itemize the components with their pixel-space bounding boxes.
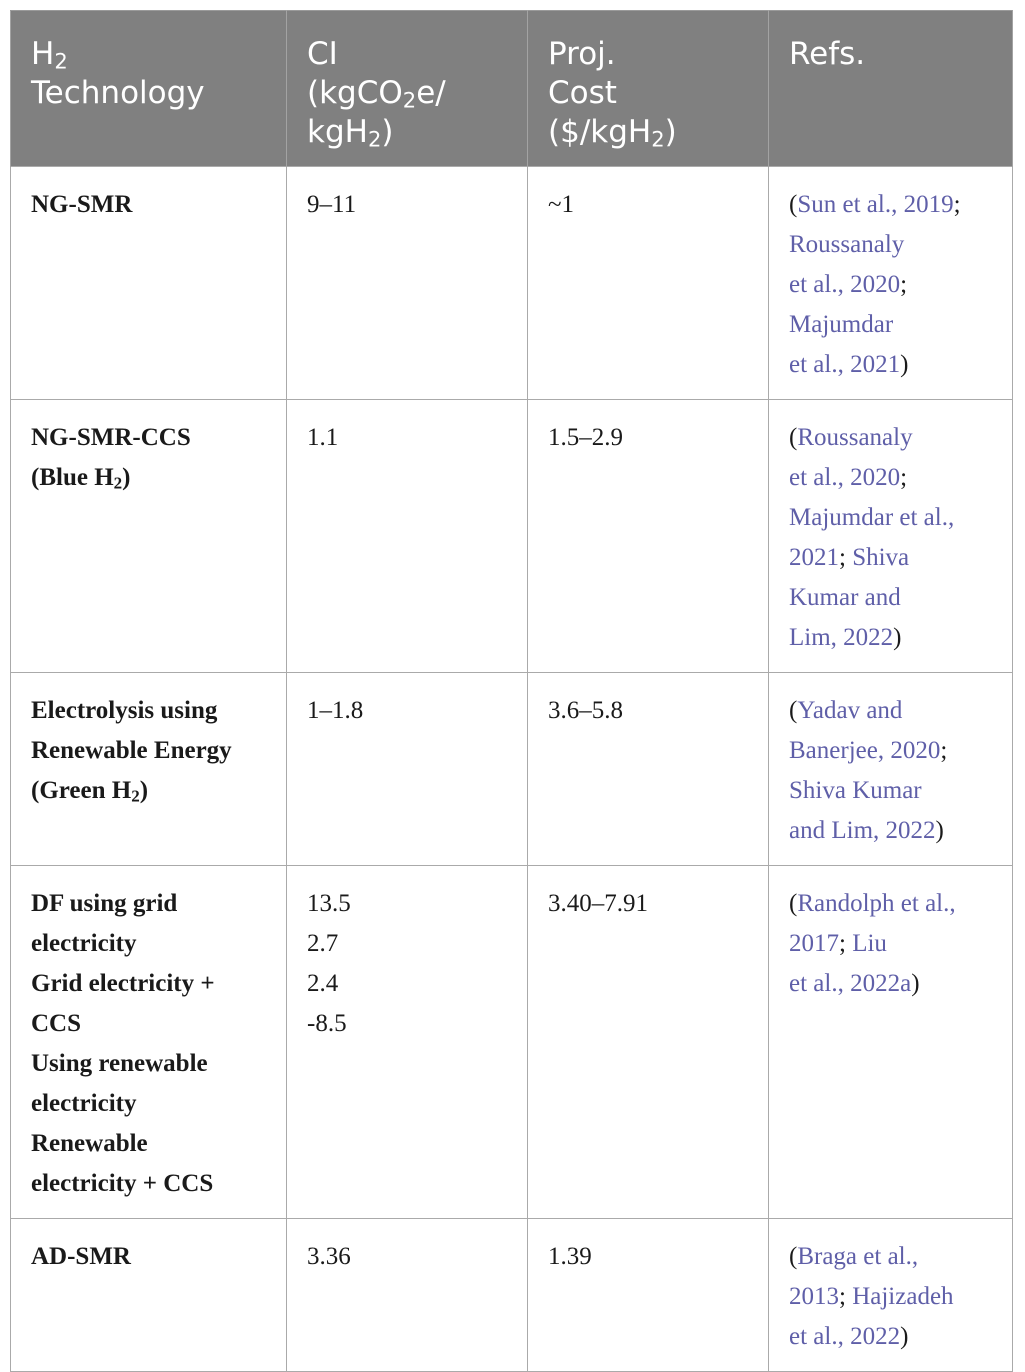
header-refs: Refs.: [769, 11, 1013, 167]
ref-link[interactable]: 2017: [789, 930, 839, 957]
technology-cell: AD-SMR: [11, 1219, 287, 1372]
ref-link[interactable]: Sun et al., 2019: [797, 191, 954, 218]
cost-cell: ~1: [528, 167, 769, 400]
table-row: [11, 866, 1013, 1219]
table-row: [11, 167, 1013, 400]
table-row: [11, 1219, 1013, 1372]
ref-link[interactable]: Yadav and: [797, 697, 903, 724]
ref-link[interactable]: et al., 2021: [789, 351, 901, 378]
refs-cell: (Roussanaly et al., 2020; Majumdar et al., 2021; Shiva Kumar and Lim, 2022): [769, 400, 1013, 673]
refs-cell: (Randolph et al., 2017; Liu et al., 2022a): [769, 866, 1013, 1219]
cost-cell: 3.40–7.91: [528, 866, 769, 1219]
ref-link[interactable]: 2021: [789, 544, 839, 571]
ref-link[interactable]: Majumdar et al.,: [789, 504, 955, 531]
h2-technology-table: [10, 10, 1013, 1372]
ref-link[interactable]: Majumdar: [789, 311, 894, 338]
ci-cell: 1.1: [287, 400, 528, 673]
cost-cell: 1.39: [528, 1219, 769, 1372]
ci-cell: 9–11: [287, 167, 528, 400]
cost-cell: 1.5–2.9: [528, 400, 769, 673]
ref-link[interactable]: Randolph et al.,: [797, 890, 956, 917]
ref-link[interactable]: Lim, 2022: [789, 624, 894, 651]
ref-link[interactable]: Shiva: [852, 544, 910, 571]
ref-link[interactable]: Shiva Kumar: [789, 777, 922, 804]
ref-link[interactable]: Hajizadeh: [852, 1283, 954, 1310]
ref-link[interactable]: et al., 2020: [789, 464, 901, 491]
ref-link[interactable]: Banerjee, 2020: [789, 737, 941, 764]
technology-cell: DF using grid electricity Grid electricity + CCS Using renewable electricity Renewable electricity + CCS: [11, 866, 287, 1219]
ref-link[interactable]: Liu: [852, 930, 887, 957]
refs-cell: (Braga et al., 2013; Hajizadeh et al., 2022): [769, 1219, 1013, 1372]
ref-link[interactable]: Braga et al.,: [797, 1243, 919, 1270]
ref-link[interactable]: et al., 2020: [789, 271, 901, 298]
ref-link[interactable]: Kumar and: [789, 584, 901, 611]
technology-cell: NG-SMR-CCS (Blue $H_2$): [11, 400, 287, 673]
technology-cell: NG-SMR: [11, 167, 287, 400]
technology-cell: Electrolysis using Renewable Energy (Green $H_2$): [11, 673, 287, 866]
ci-cell: 1–1.8: [287, 673, 528, 866]
refs-cell: (Sun et al., 2019; Roussanaly et al., 2020; Majumdar et al., 2021): [769, 167, 1013, 400]
ci-cell: 13.5 2.7 2.4 -8.5: [287, 866, 528, 1219]
header-ci: CI (kgCO$_2$e/ kgH$_2$): [287, 11, 528, 167]
refs-cell: (Yadav and Banerjee, 2020; Shiva Kumar and Lim, 2022): [769, 673, 1013, 866]
ref-link[interactable]: Roussanaly: [797, 424, 913, 451]
ref-link[interactable]: et al., 2022a: [789, 970, 912, 997]
header-projected-cost: Proj. Cost ($/kgH$_2$): [528, 11, 769, 167]
ref-link[interactable]: et al., 2022: [789, 1323, 901, 1350]
ref-link[interactable]: Roussanaly: [789, 231, 905, 258]
table-row: [11, 673, 1013, 866]
table-row: [11, 400, 1013, 673]
cost-cell: 3.6–5.8: [528, 673, 769, 866]
ref-link[interactable]: 2013: [789, 1283, 839, 1310]
ci-cell: 3.36: [287, 1219, 528, 1372]
header-row: [11, 11, 1013, 167]
ref-link[interactable]: and Lim, 2022: [789, 817, 936, 844]
header-technology: $H_2$ Technology: [11, 11, 287, 167]
